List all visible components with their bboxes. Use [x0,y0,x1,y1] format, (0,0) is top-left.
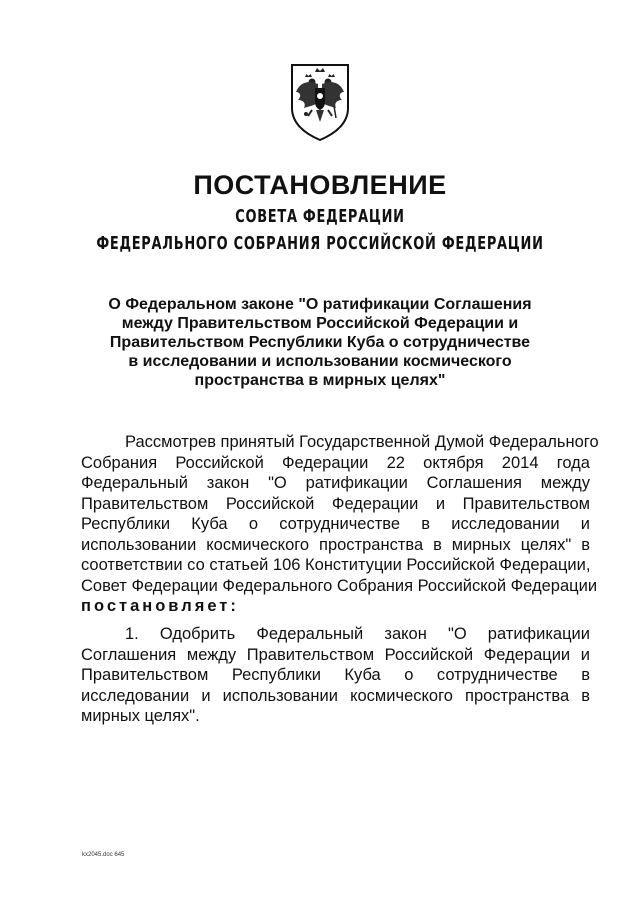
subject-block [100,295,540,390]
issuer-line-2: ФЕДЕРАЛЬНОГО СОБРАНИЯ РОССИЙСКОЙ ФЕДЕРАЦИИ [96,233,544,254]
resolution-item-1 [81,624,590,727]
paragraph-line: Совет Федерации Федерального Собрания Российской Федерации [81,576,598,595]
subject-line: между Правительством Российской Федерации и [121,315,519,332]
file-reference: kx2045.doc 645 [82,852,125,858]
paragraph-line: исследовании и использовании космического пространства в [81,686,590,705]
paragraph-line: Собрания Российской Федерации 22 октября 2014 года [81,453,590,472]
paragraph-line: соответствии со статьей 106 Конституции Российской Федерации, [81,556,591,574]
paragraph-line: Рассмотрев принятый Государственной Думой Федерального [125,433,599,451]
paragraph-line: Правительством Республики Куба о сотрудничестве в [81,666,590,684]
document-title: ПОСТАНОВЛЕНИЕ [193,170,447,200]
coat-of-arms-icon [288,62,352,142]
paragraph-line: Правительством Российской Федерации и Правительством [81,494,590,513]
issuer-line-1: СОВЕТА ФЕДЕРАЦИИ [235,206,405,227]
preamble-paragraph [81,432,599,617]
paragraph-line: Соглашения между Правительством Российской Федерации и [81,645,590,664]
subject-line: О Федеральном законе "О ратификации Соглашения [108,296,532,313]
paragraph-line: использовании космического пространства в мирных целях" в [81,535,590,554]
subject-line: пространства в мирных целях" [194,372,446,389]
paragraph-line: Республики Куба о сотрудничестве в исследовании и [81,515,590,533]
paragraph-line: Федеральный закон "О ратификации Соглашения между [81,474,590,492]
paragraph-line: 1. Одобрить Федеральный закон "О ратификации [125,625,590,643]
subject-line: Правительством Республики Куба о сотрудничестве [109,334,531,351]
resolves-word: постановляет: [81,597,239,615]
paragraph-line: мирных целях". [81,707,200,725]
subject-line: в исследовании и использовании космического [128,353,512,370]
